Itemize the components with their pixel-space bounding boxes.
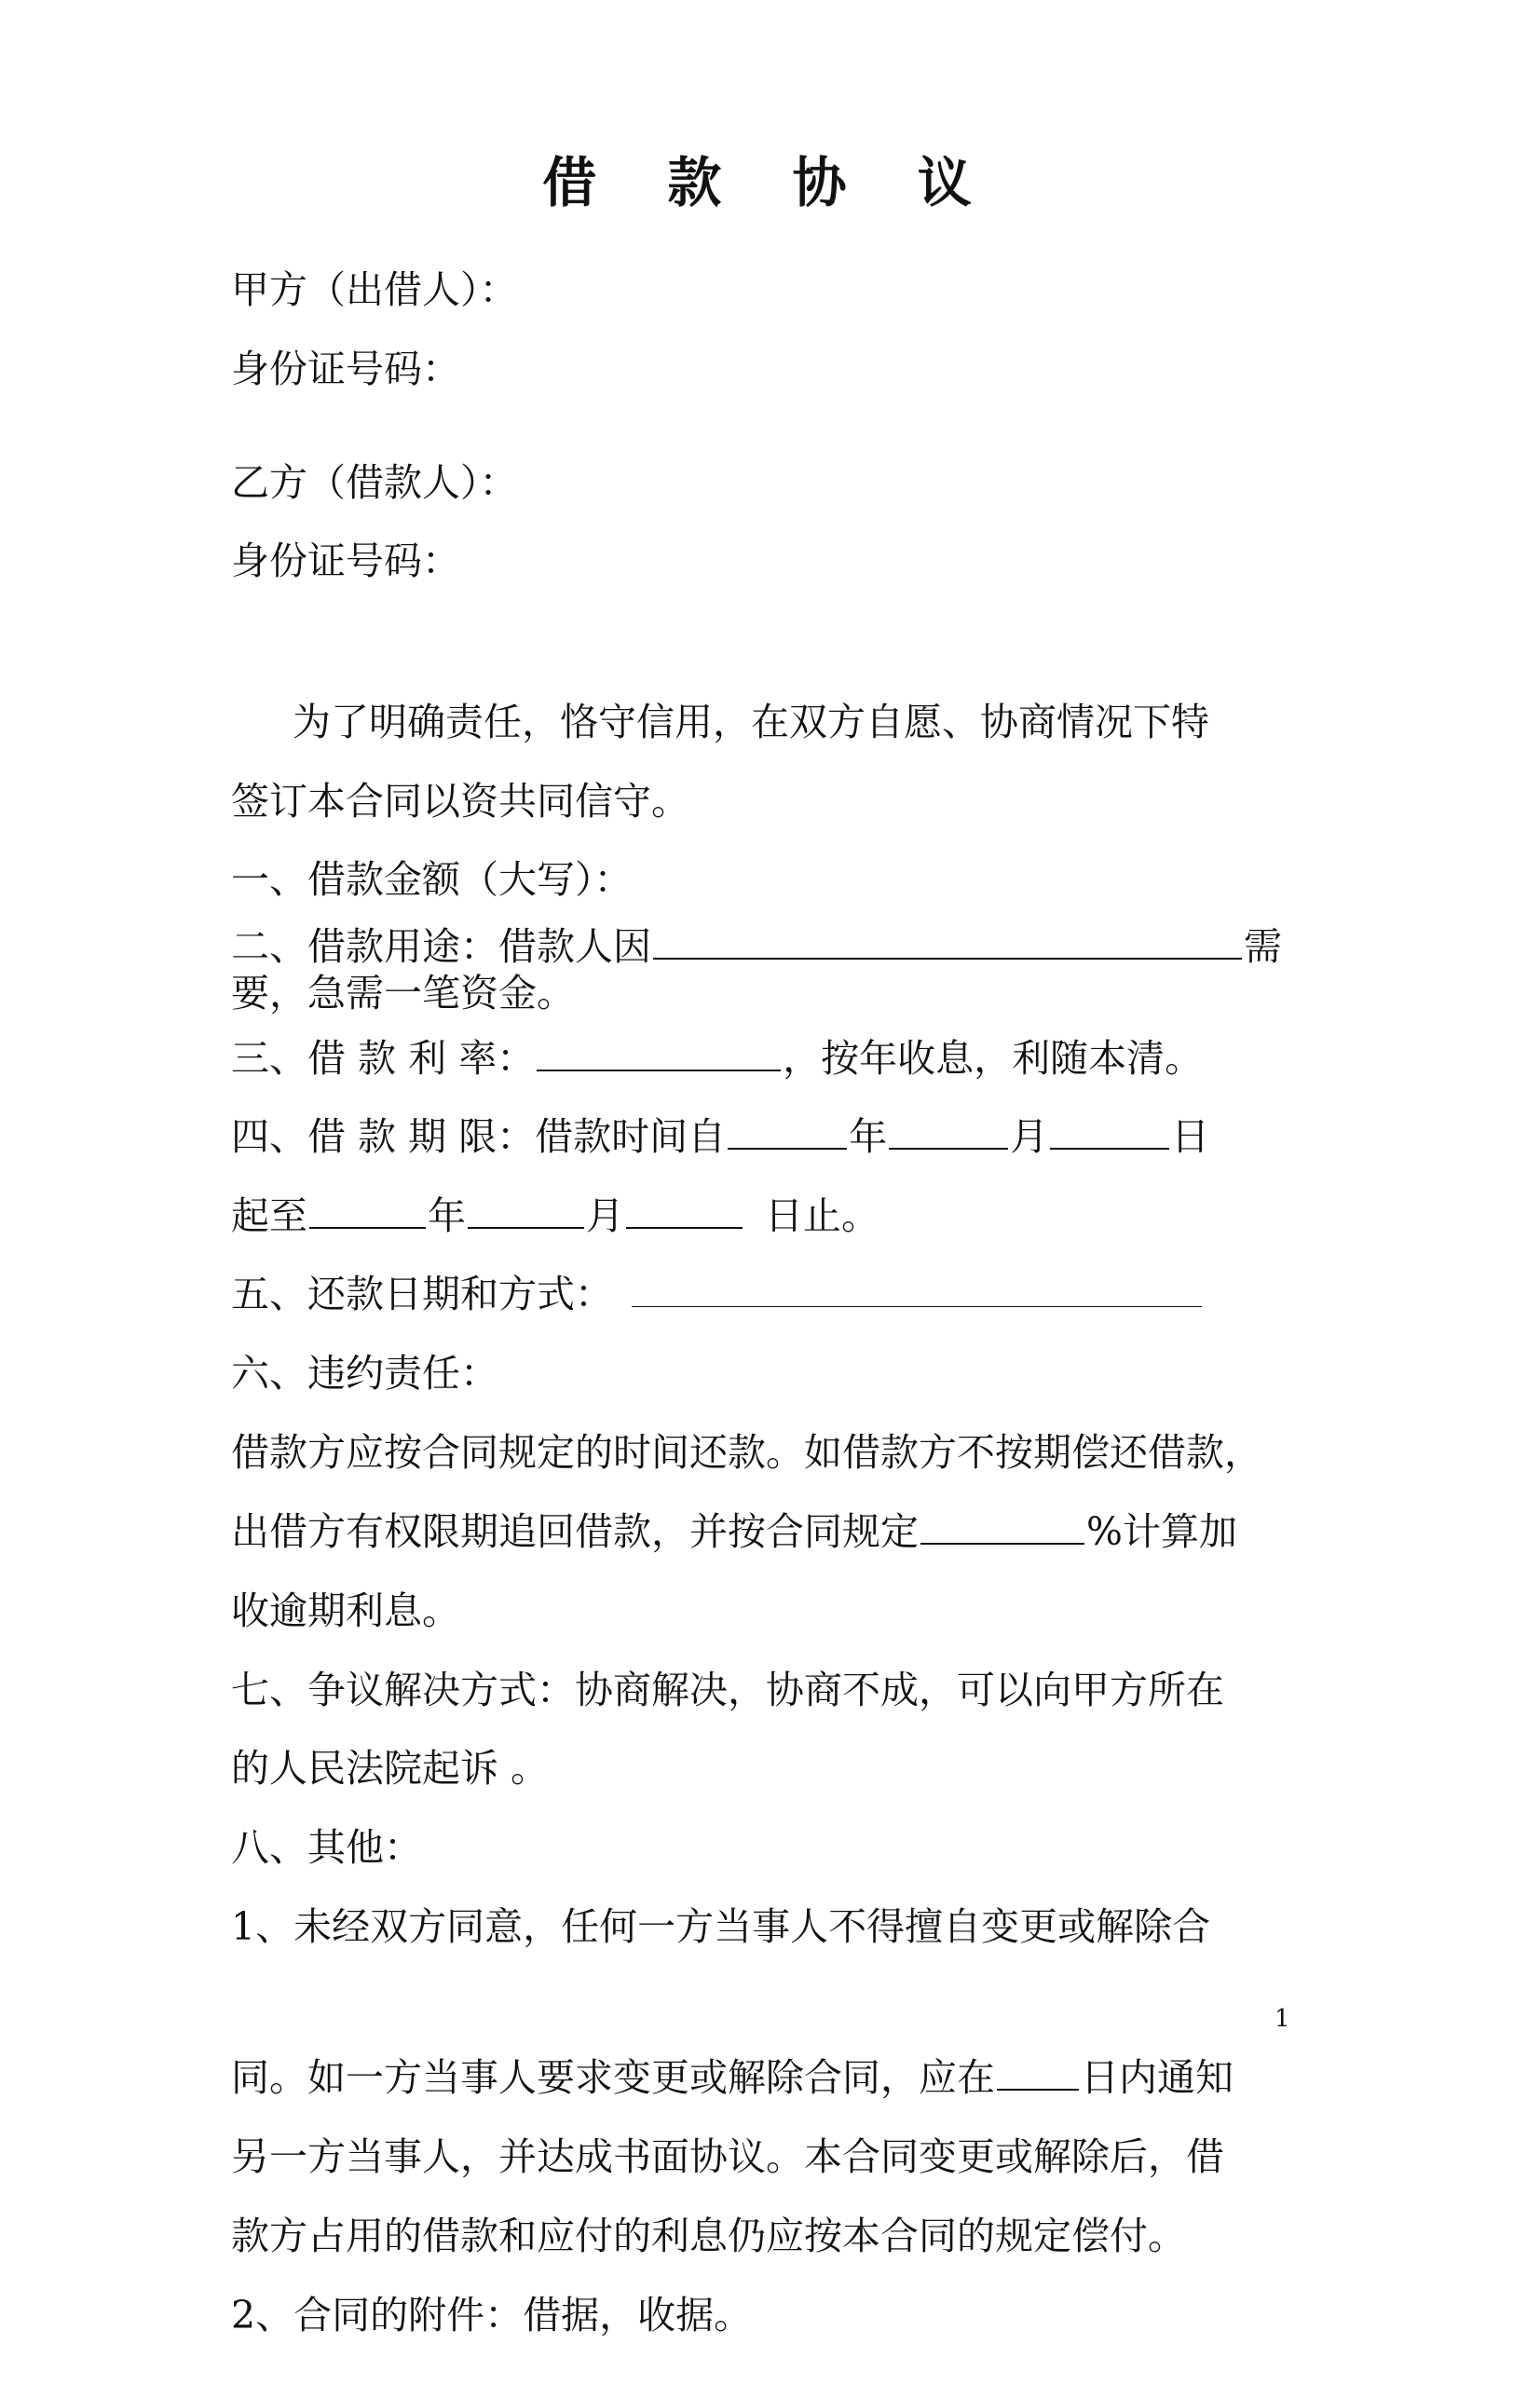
clause-4-line-2	[231, 1190, 879, 1242]
clause-4-label: 四、借 款 期 限：借款时间自	[231, 1114, 727, 1159]
clause-3-tail: ，按年收息，利随本清。	[783, 1036, 1204, 1081]
clause-6-line-1: 借款方应按合同规定的时间还款。如借款方不按期偿还借款，	[231, 1430, 1262, 1475]
end-year-blank	[309, 1190, 426, 1229]
clause-6-line-2	[231, 1506, 1237, 1558]
purpose-blank	[653, 920, 1242, 960]
start-year-label: 年	[849, 1114, 888, 1159]
end-month-label: 月	[586, 1193, 624, 1238]
notice-days-blank	[997, 2051, 1079, 2091]
repayment-blank	[632, 1269, 1202, 1307]
intro-line-2: 签订本合同以资共同信守。	[231, 779, 689, 824]
clause-4-loan-term	[231, 1111, 1209, 1163]
start-month-blank	[889, 1111, 1008, 1150]
start-day-blank	[1050, 1111, 1169, 1150]
clause-6-liability: 六、违约责任：	[231, 1351, 498, 1396]
clause-6-text-a: 出借方有权限期追回借款，并按合同规定	[231, 1509, 919, 1554]
start-day-label: 日	[1171, 1114, 1210, 1159]
start-month-label: 月	[1010, 1114, 1049, 1159]
clause-2-text-b: 需	[1244, 924, 1282, 969]
clause-7-line-1: 七、争议解决方式：协商解决，协商不成，可以向甲方所在	[231, 1668, 1224, 1712]
document-title: 借 款 协 议	[542, 151, 998, 214]
party-a-id-label: 身份证号码：	[231, 347, 460, 391]
item-1-line-1: 1、未经双方同意，任何一方当事人不得擅自变更或解除合	[231, 1904, 1211, 1949]
clause-3-label: 三、借 款 利 率：	[231, 1036, 536, 1081]
clause-5-repayment	[231, 1268, 1204, 1320]
clause-1-loan-amount: 一、借款金额（大写）：	[231, 857, 633, 902]
page-number: 1	[1274, 2005, 1290, 2033]
clause-2-text-a: 二、借款用途：借款人因	[231, 924, 651, 969]
end-month-blank	[468, 1190, 584, 1229]
clause-8-other: 八、其他：	[231, 1825, 422, 1870]
clause-4-end: 日止。	[765, 1193, 879, 1238]
end-year-label: 年	[428, 1193, 466, 1238]
party-b-label: 乙方（借款人）：	[231, 460, 518, 505]
item-1-line-4: 款方占用的借款和应付的利息仍应按本合同的规定偿付。	[231, 2214, 1186, 2258]
clause-5-label: 五、还款日期和方式：	[231, 1272, 613, 1316]
interest-rate-blank	[537, 1032, 781, 1071]
penalty-rate-blank	[920, 1506, 1084, 1545]
clause-2-loan-purpose	[231, 920, 1282, 973]
clause-6-text-b: %计算加	[1086, 1509, 1237, 1554]
clause-6-line-3: 收逾期利息。	[231, 1588, 460, 1633]
party-a-label: 甲方（出借人）：	[231, 267, 518, 312]
item-2-attachments: 2、合同的附件：借据，收据。	[231, 2293, 753, 2337]
clause-4-start: 起至	[231, 1193, 307, 1238]
item-1-text-b: 日内通知	[1081, 2055, 1233, 2100]
item-1-line-2	[231, 2051, 1233, 2104]
party-b-id-label: 身份证号码：	[231, 538, 460, 583]
clause-3-interest-rate	[231, 1032, 1203, 1084]
start-year-blank	[728, 1111, 847, 1150]
item-1-line-3: 另一方当事人，并达成书面协议。本合同变更或解除后，借	[231, 2134, 1224, 2179]
intro-line-1: 为了明确责任，恪守信用，在双方自愿、协商情况下特	[293, 700, 1209, 744]
clause-2-line-2: 要，急需一笔资金。	[231, 971, 575, 1015]
clause-7-line-2: 的人民法院起诉 。	[231, 1746, 550, 1791]
item-1-text-a: 同。如一方当事人要求变更或解除合同，应在	[231, 2055, 995, 2100]
end-day-blank	[626, 1190, 743, 1229]
